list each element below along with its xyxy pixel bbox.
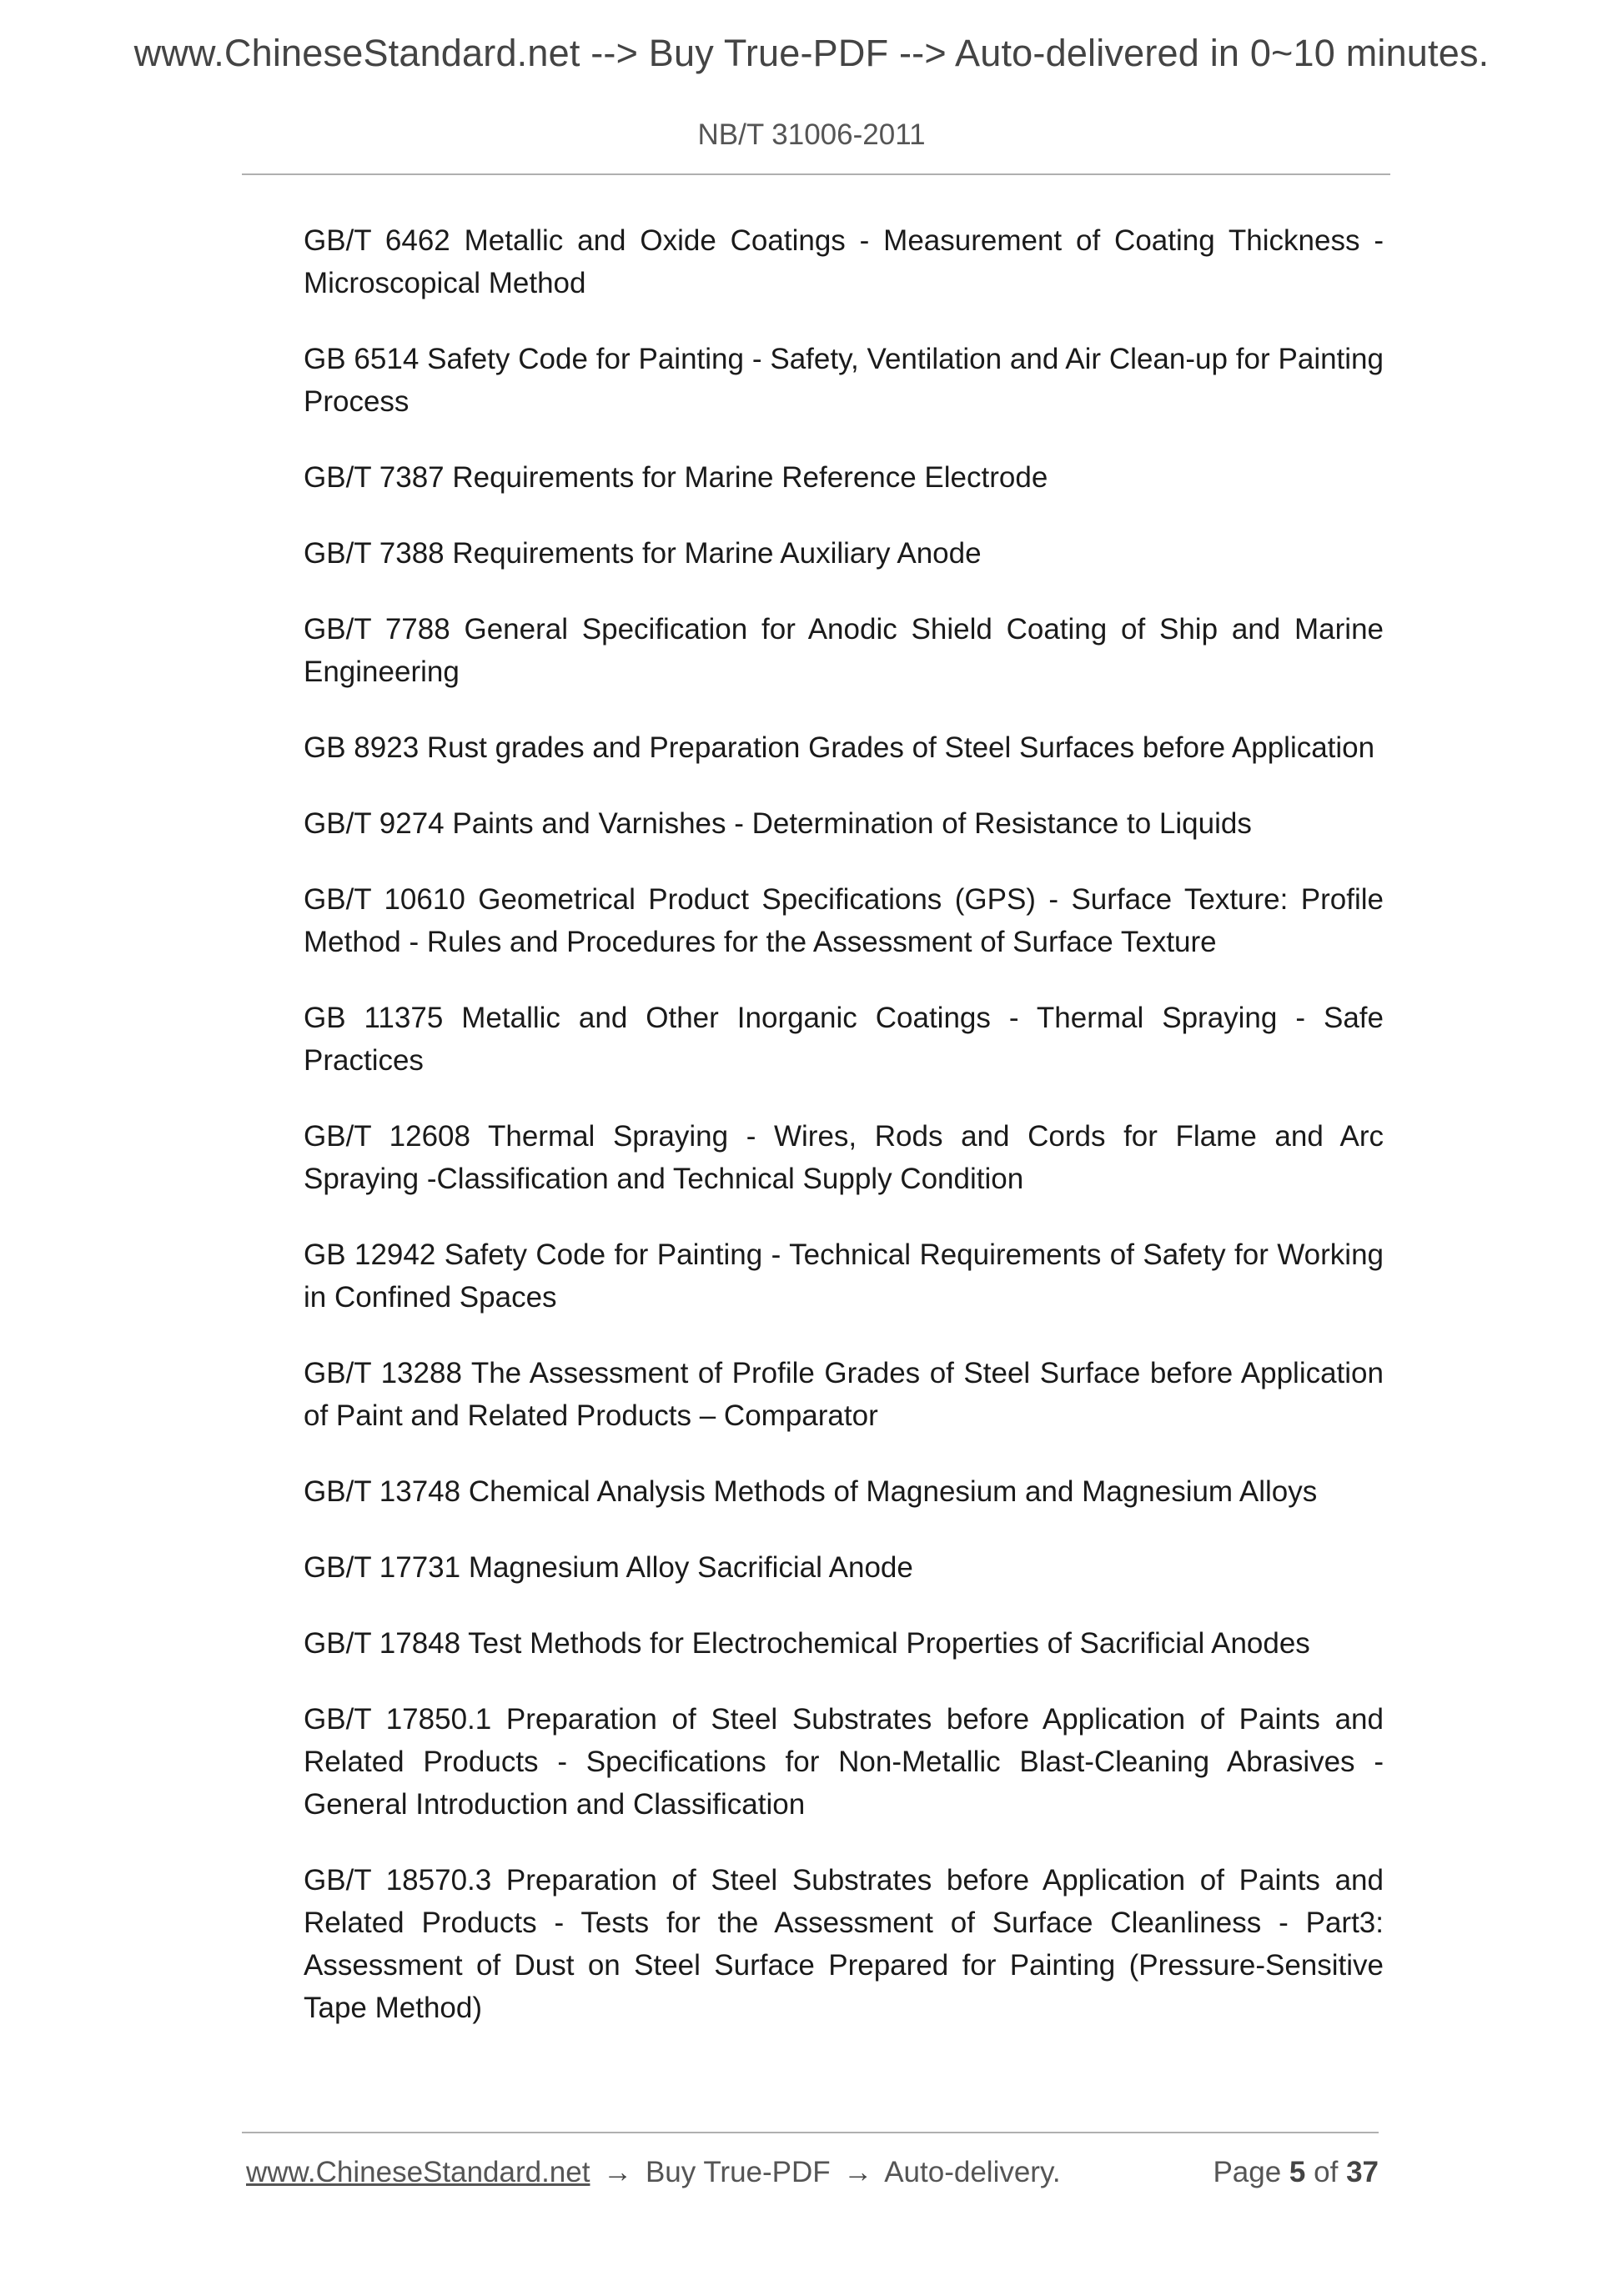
page-indicator: [1213, 2156, 1379, 2189]
reference-item: GB/T 7388 Requirements for Marine Auxiliary Anode: [304, 537, 982, 570]
reference-item: GB/T 17731 Magnesium Alloy Sacrificial Anode: [304, 1551, 913, 1584]
header-divider: [242, 173, 1390, 175]
site-link[interactable]: www.ChineseStandard.net: [246, 2156, 590, 2188]
reference-item: GB/T 13748 Chemical Analysis Methods of Magnesium and Magnesium Alloys: [304, 1475, 1318, 1508]
page-footer: [246, 2156, 1379, 2198]
reference-item: GB/T 6462 Metallic and Oxide Coatings - Measurement of Coating Thickness - Microscopical Method: [304, 224, 1384, 299]
footer-promo: [246, 2156, 1061, 2189]
reference-item: GB 8923 Rust grades and Preparation Grades of Steel Surfaces before Application: [304, 731, 1375, 764]
reference-item: GB/T 18570.3 Preparation of Steel Substrates before Application of Paints and Related Products - Tests for the Assessment of Surface Cleanliness - Part3: Assessment of Dust on Steel Surface Prepared for Painting (Pressure-Sensitive Tape Method): [304, 1864, 1384, 2024]
right-arrow-icon: →: [603, 2156, 633, 2188]
reference-item: GB/T 17850.1 Preparation of Steel Substrates before Application of Paints and Related Products - Specifications for Non-Metallic Blast-Cleaning Abrasives - General Introduction and Classification: [304, 1703, 1384, 1821]
page-total: 37: [1346, 2156, 1379, 2188]
page-of-label: of: [1314, 2156, 1339, 2188]
reference-list: [304, 219, 1384, 2062]
reference-item: GB/T 9274 Paints and Varnishes - Determination of Resistance to Liquids: [304, 807, 1252, 840]
document-code: NB/T 31006-2011: [697, 118, 926, 151]
reference-item: GB/T 17848 Test Methods for Electrochemical Properties of Sacrificial Anodes: [304, 1627, 1310, 1660]
top-banner: www.ChineseStandard.net --> Buy True-PDF --> Auto-delivered in 0~10 minutes.: [133, 32, 1490, 74]
delivery-text: Auto-delivery.: [884, 2156, 1061, 2188]
reference-item: GB/T 10610 Geometrical Product Specifications (GPS) - Surface Texture: Profile Method - Rules and Procedures for the Assessment of Surface Texture: [304, 883, 1384, 958]
reference-item: GB 11375 Metallic and Other Inorganic Coatings - Thermal Spraying - Safe Practices: [304, 1002, 1384, 1077]
page-label: Page: [1213, 2156, 1282, 2188]
reference-item: GB/T 13288 The Assessment of Profile Grades of Steel Surface before Application of Paint and Related Products – Comparator: [304, 1357, 1384, 1432]
reference-item: GB 6514 Safety Code for Painting - Safety, Ventilation and Air Clean-up for Painting Process: [304, 343, 1384, 418]
reference-item: GB/T 7387 Requirements for Marine Reference Electrode: [304, 461, 1048, 494]
footer-divider: [242, 2132, 1379, 2133]
page-current: 5: [1289, 2156, 1306, 2188]
reference-item: GB 12942 Safety Code for Painting - Technical Requirements of Safety for Working in Confined Spaces: [304, 1238, 1384, 1314]
reference-item: GB/T 12608 Thermal Spraying - Wires, Rods and Cords for Flame and Arc Spraying -Classification and Technical Supply Condition: [304, 1120, 1384, 1195]
right-arrow-icon: →: [843, 2156, 873, 2188]
buy-text: Buy True-PDF: [645, 2156, 831, 2188]
reference-item: GB/T 7788 General Specification for Anodic Shield Coating of Ship and Marine Engineering: [304, 613, 1384, 688]
